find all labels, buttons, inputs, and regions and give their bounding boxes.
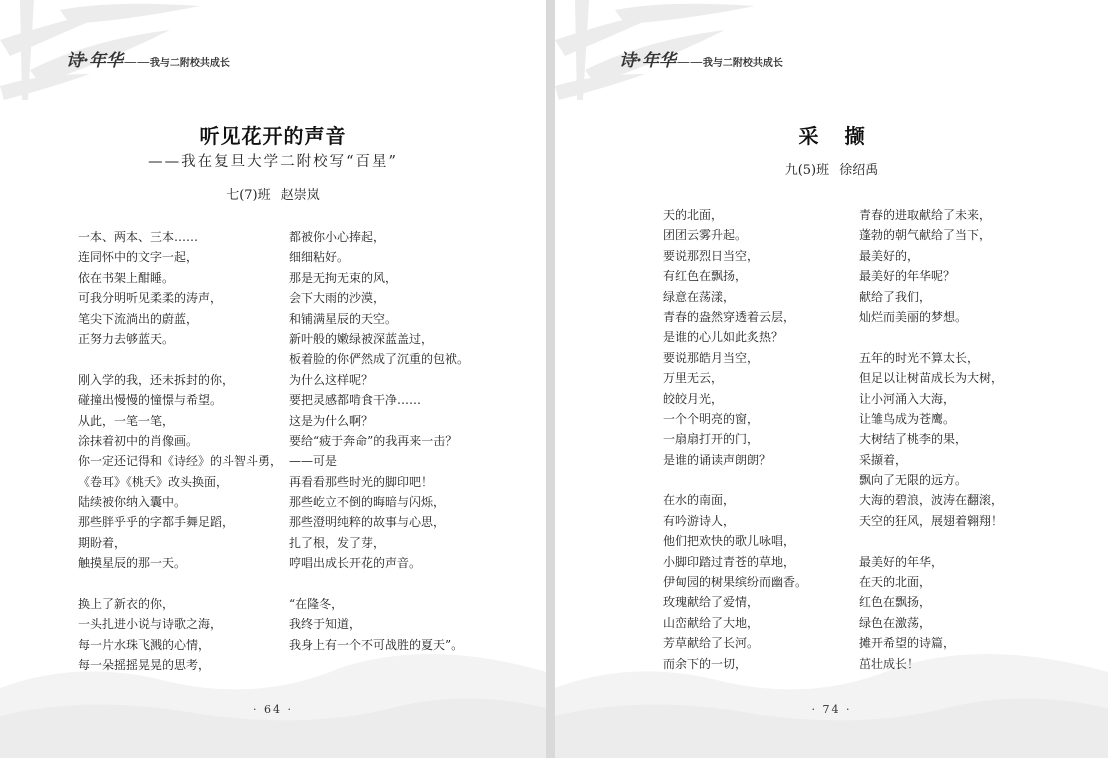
poem-line: 从此，一笔一笔， bbox=[78, 413, 175, 428]
poem-line: 是谁的心儿如此炙热？ bbox=[663, 330, 784, 345]
poem-line: 有红色在飘扬， bbox=[663, 269, 748, 284]
header-logo: 诗·年华 bbox=[66, 51, 123, 71]
poem-line: 让雏鸟成为苍鹰。 bbox=[859, 411, 956, 426]
poem-line: 是谁的诵读声朗朗？ bbox=[663, 452, 772, 467]
poem-line: 那些屹立不倒的晦暗与闪烁， bbox=[289, 495, 446, 510]
poem-column-2 bbox=[859, 205, 1003, 674]
poem-line: 献给了我们， bbox=[859, 289, 932, 304]
header-subtitle: 我与二附校共成长 bbox=[149, 58, 230, 69]
poem-line: 大树结了桃李的果， bbox=[859, 432, 968, 447]
poem-line: 换上了新衣的你， bbox=[78, 597, 175, 612]
poem-line: 采撷着， bbox=[859, 452, 908, 467]
page-header bbox=[66, 46, 230, 71]
poem-line: 一本、两本、三本…… bbox=[78, 230, 199, 244]
poem-line: 大海的碧浪，波涛在翻滚， bbox=[859, 493, 1004, 508]
poem-line: 芳草献给了长河。 bbox=[663, 636, 760, 651]
page-header bbox=[619, 46, 783, 71]
poem-line: 最美好的， bbox=[859, 248, 920, 263]
poem-line: 我终于知道， bbox=[289, 617, 362, 632]
poem-line: 而余下的一切， bbox=[663, 656, 748, 671]
poem-line: 要说那烈日当空， bbox=[663, 248, 760, 263]
poem-line: 碰撞出慢慢的憧憬与希望。 bbox=[78, 393, 223, 408]
header-dash: —— bbox=[123, 55, 150, 70]
poem-line: ——可是 bbox=[289, 454, 338, 469]
poem-line: 为什么这样呢？ bbox=[289, 372, 374, 387]
poem-line: 有吟游诗人， bbox=[663, 513, 736, 528]
poem-line: 那些胖乎乎的字都手舞足蹈， bbox=[78, 515, 235, 530]
poem-line: 皎皎月光， bbox=[663, 391, 724, 406]
poem-line: 天的北面， bbox=[663, 208, 724, 222]
poem-line: 绿色在激荡， bbox=[859, 615, 932, 630]
poem-line: 一扇扇打开的门， bbox=[663, 432, 760, 447]
poem-subtitle: ——我在复旦大学二附校写“百星” bbox=[148, 154, 398, 170]
poem-line: “在隆冬， bbox=[289, 597, 344, 612]
poem-line: 这是为什么啊？ bbox=[289, 413, 374, 428]
poem-line: 摊开希望的诗篇， bbox=[859, 636, 956, 651]
poem-line: 山峦献给了大地， bbox=[663, 615, 760, 630]
poem-line: 在天的北面， bbox=[859, 575, 932, 590]
poem-line: 会下大雨的沙漠， bbox=[289, 291, 386, 306]
poem-line: 万里无云， bbox=[663, 371, 724, 386]
poem-line: 要说那皓月当空， bbox=[663, 350, 760, 365]
header-dash: —— bbox=[676, 55, 703, 70]
poem-line: 要给“疲于奔命”的我再来一击？ bbox=[289, 433, 458, 448]
stanza-break bbox=[78, 574, 282, 594]
poem-line: 在水的南面， bbox=[663, 493, 736, 508]
page-number: · 74 · bbox=[811, 703, 852, 716]
poem-line: 板着脸的你俨然成了沉重的包袱。 bbox=[289, 352, 470, 367]
poem-line: 小脚印踏过青苍的草地， bbox=[663, 554, 796, 569]
poem-line: 都被你小心捧起， bbox=[289, 230, 386, 244]
header-logo: 诗·年华 bbox=[619, 51, 676, 71]
poem-line: 最美好的年华呢？ bbox=[859, 269, 956, 284]
poem-column-2 bbox=[289, 227, 469, 655]
poem-line: 但足以让树苗成长为大树， bbox=[859, 371, 1004, 386]
poem-line: 触摸星辰的那一天。 bbox=[78, 556, 187, 571]
poem-line: 我身上有一个不可战胜的夏天”。 bbox=[289, 637, 464, 652]
hills-watermark-icon bbox=[555, 598, 1108, 758]
poem-line: 那些澄明纯粹的故事与心思， bbox=[289, 515, 446, 530]
poem-line: 伊甸园的树果缤纷而幽香。 bbox=[663, 575, 808, 590]
stanza-break bbox=[859, 531, 1003, 551]
poem-author: 七(7)班 赵崇岚 bbox=[226, 188, 320, 203]
poem-line: 青春的进取献给了未来， bbox=[859, 208, 992, 222]
header-subtitle: 我与二附校共成长 bbox=[702, 58, 783, 69]
poem-line: 飘向了无限的远方。 bbox=[859, 473, 968, 488]
poem-line: 蓬勃的朝气献给了当下， bbox=[859, 228, 992, 243]
poem-line: 五年的时光不算太长， bbox=[859, 350, 980, 365]
left-page bbox=[0, 0, 546, 758]
poem-line: 正努力去够蓝天。 bbox=[78, 331, 175, 346]
poem-line: 团团云雾升起。 bbox=[663, 228, 748, 243]
poem-line: 每一片水珠飞溅的心情， bbox=[78, 637, 211, 652]
poem-line: 一头扎进小说与诗歌之海， bbox=[78, 617, 223, 632]
poem-line: 要把灵感都啃食干净…… bbox=[289, 393, 422, 408]
poem-line: 刚入学的我，还未拆封的你， bbox=[78, 372, 235, 387]
stanza-break bbox=[663, 470, 807, 490]
page-number: · 64 · bbox=[253, 703, 293, 716]
poem-line: 玫瑰献给了爱情， bbox=[663, 595, 760, 610]
poem-line: 他们把欢快的歌儿咏唱， bbox=[663, 534, 796, 549]
poem-line: 陆续被你纳入囊中。 bbox=[78, 495, 187, 510]
poem-line: 红色在飘扬， bbox=[859, 595, 932, 610]
poem-line: 扎了根，发了芽， bbox=[289, 535, 386, 550]
stanza-break bbox=[289, 574, 469, 594]
poem-line: 绿意在荡漾， bbox=[663, 289, 736, 304]
poem-title: 采撷 bbox=[798, 124, 891, 148]
poem-line: 灿烂而美丽的梦想。 bbox=[859, 309, 968, 324]
poem-line: 连同怀中的文字一起， bbox=[78, 250, 199, 265]
poem-line: 期盼着， bbox=[78, 535, 127, 550]
poem-line: 你一定还记得和《诗经》的斗智斗勇， bbox=[78, 454, 283, 469]
poem-title: 听见花开的声音 bbox=[199, 124, 347, 148]
stanza-break bbox=[859, 327, 1003, 347]
poem-line: 涂抹着初中的肖像画。 bbox=[78, 433, 199, 448]
poem-line: 最美好的年华， bbox=[859, 554, 944, 569]
poem-line: 和铺满星辰的天空。 bbox=[289, 311, 398, 326]
poem-line: 茁壮成长！ bbox=[859, 656, 920, 671]
poem-column-1 bbox=[663, 205, 807, 674]
stanza-break bbox=[78, 349, 282, 369]
poem-line: 一个个明亮的窗， bbox=[663, 411, 760, 426]
poem-line: 新叶般的嫩绿被深蓝盖过， bbox=[289, 331, 434, 346]
poem-line: 哼唱出成长开花的声音。 bbox=[289, 556, 422, 571]
poem-line: 那是无拘无束的风， bbox=[289, 270, 398, 285]
right-page bbox=[555, 0, 1108, 758]
poem-line: 青春的盎然穿透着云层， bbox=[663, 309, 796, 324]
poem-line: 细细粘好。 bbox=[289, 250, 350, 265]
poem-line: 再看看那些时光的脚印吧！ bbox=[289, 474, 434, 489]
poem-line: 依在书架上酣睡。 bbox=[78, 270, 175, 285]
poem-line: 让小河涌入大海， bbox=[859, 391, 956, 406]
poem-line: 天空的狂风，展翅着翱翔！ bbox=[859, 513, 1004, 528]
poem-line: 可我分明听见柔柔的涛声， bbox=[78, 291, 223, 306]
poem-line: 笔尖下流淌出的蔚蓝， bbox=[78, 311, 199, 326]
poem-line: 每一朵摇摇晃晃的思考， bbox=[78, 658, 211, 673]
poem-author: 九(5)班 徐绍禹 bbox=[784, 163, 879, 178]
poem-column-1 bbox=[78, 227, 282, 676]
poem-line: 《卷耳》《桃夭》改头换面， bbox=[78, 474, 229, 489]
